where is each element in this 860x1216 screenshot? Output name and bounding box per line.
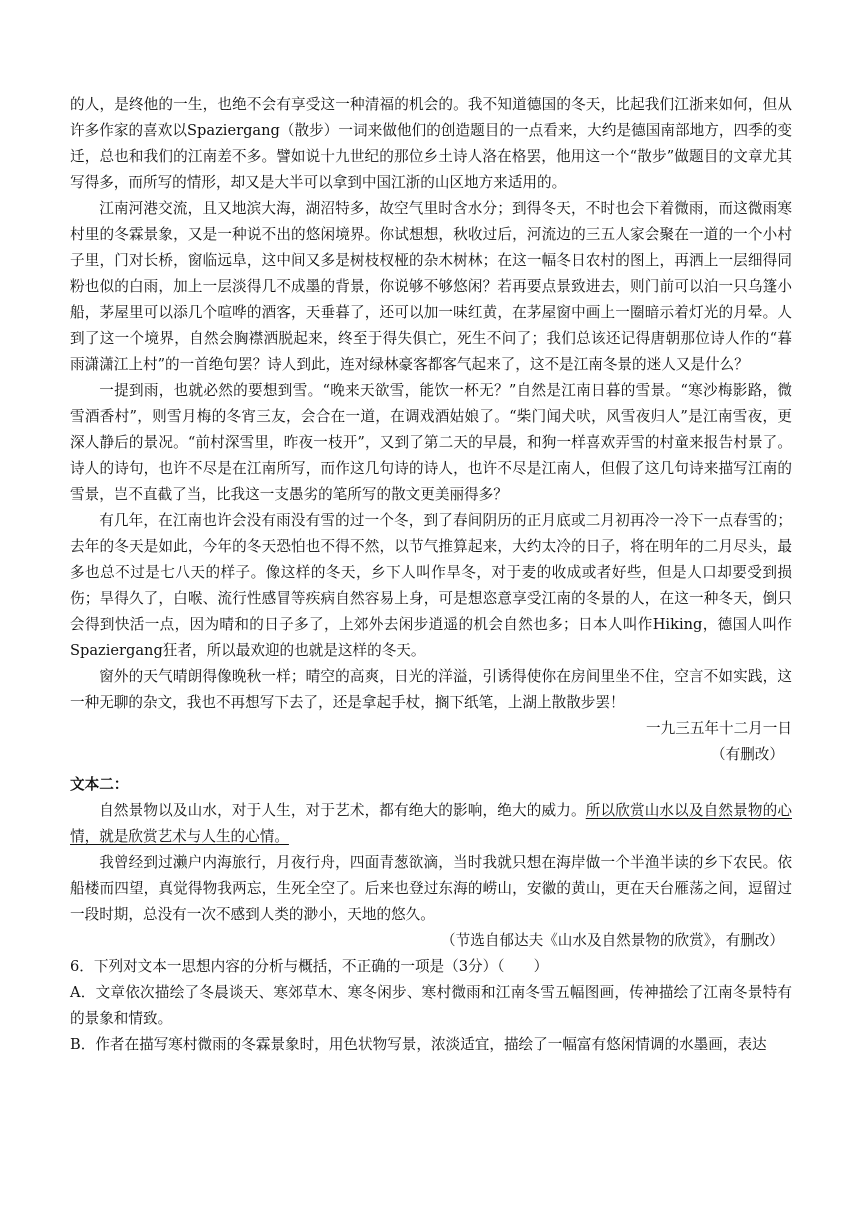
text2-paragraph-1: 我曾经到过濑户内海旅行，月夜行舟，四面青葱欲滴，当时我就只想在海岸做一个半渔半读的乡下农民。依船楼而四望，真觉得物我两忘，生死全空了。后来也登过东海的崂山，安徽的黄山，更在天台雁荡之间，逗留过一段时期，总没有一次不感到人类的渺小，天地的悠久。 — [70, 854, 792, 923]
text1-paragraph-1: 江南河港交流，且又地滨大海，湖沼特多，故空气里时含水分；到得冬天，不时也会下着微雨，而这微雨寒村里的冬霖景象，又是一种说不出的悠闲境界。你试想想，秋收过后，河流边的三五人家会聚在一道的一个小村子里，门对长桥，窗临远阜，这中间又多是树枝杈桠的杂木树林；在这一幅冬日农村的图上，再洒上一层细得同粉也似的白雨，加上一层淡得几不成墨的背景，你说够不够悠闲？若再要点景致进去，则门前可以泊一只乌篷小船，茅屋里可以添几个喧哗的酒客，天垂暮了，还可以加一味红黄，在茅屋窗中画上一圈暗示着灯光的月晕。人到了这一个境界，自然会胸襟洒脱起来，终至于得失俱亡，死生不问了；我们总该还记得唐朝那位诗人作的“暮雨潇潇江上村”的一首绝句罢？诗人到此，连对绿林豪客都客气起来了，这不是江南冬景的迷人又是什么？ — [70, 200, 792, 373]
question-option-b: B．作者在描写寒村微雨的冬霖景象时，用色状物写景，浓淡适宜，描绘了一幅富有悠闲情调的水墨画，表达 — [70, 1036, 767, 1053]
document-page — [70, 92, 792, 1058]
text2-paragraph-0-plain: 自然景物以及山水，对于人生，对于艺术，都有绝大的影响，绝大的威力。 — [99, 802, 586, 819]
text1-paragraph-2: 一提到雨，也就必然的要想到雪。“晚来天欲雪，能饮一杯无？”自然是江南日暮的雪景。“寒沙梅影路，微雪酒香村”，则雪月梅的冬宵三友，会合在一道，在调戏酒姑娘了。“柴门闻犬吠，风雪夜归人”是江南雪夜，更深人静后的景况。“前村深雪里，昨夜一枝开”，又到了第二天的早晨，和狗一样喜欢弄雪的村童来报告村景了。诗人的诗句，也许不尽是在江南所写，而作这几句诗的诗人，也许不尽是江南人，但假了这几句诗来描写江南的雪景，岂不直截了当，比我这一支愚劣的笔所写的散文更美丽得多？ — [70, 382, 792, 503]
text1-paragraph-0: 的人，是终他的一生，也绝不会有享受这一种清福的机会的。我不知道德国的冬天，比起我们江浙来如何，但从许多作家的喜欢以Spaziergang（散步）一词来做他们的创造题目的一点看来，大约是德国南部地方，四季的变迁，总也和我们的江南差不多。譬如说十九世纪的那位乡土诗人洛在格罢，他用这一个“散步”做题目的文章尤其写得多，而所写的情形，却又是大半可以拿到中国江浙的山区地方来适用的。 — [70, 96, 792, 191]
text2-source: （节选自郁达夫《山水及自然景物的欣赏》，有删改） — [441, 932, 784, 949]
question-stem: 6．下列对文本一思想内容的分析与概括，不正确的一项是（3分）（ ） — [70, 958, 549, 975]
text1-date: 一九三五年十二月一日 — [646, 720, 792, 737]
text1-paragraph-3: 有几年，在江南也许会没有雨没有雪的过一个冬，到了春间阴历的正月底或二月初再冷一冷下一点春雪的；去年的冬天是如此，今年的冬天恐怕也不得不然，以节气推算起来，大约太冷的日子，将在明年的二月尽头，最多也总不过是七八天的样子。像这样的冬天，乡下人叫作旱冬，对于麦的收成或者好些，但是人口却要受到损伤；旱得久了，白喉、流行性感冒等疾病自然容易上身，可是想恣意享受江南的冬景的人，在这一种冬天，倒只会得到快活一点，因为晴和的日子多了，上郊外去闲步逍遥的机会自然也多；日本人叫作Hiking，德国人叫作Spaziergang狂者，所以最欢迎的也就是这样的冬天。 — [70, 512, 792, 659]
text1-paragraph-4: 窗外的天气晴朗得像晚秋一样；晴空的高爽，日光的洋溢，引诱得使你在房间里坐不住，空言不如实践，这一种无聊的杂文，我也不再想写下去了，还是拿起手杖，搁下纸笔，上湖上散散步罢！ — [70, 668, 792, 711]
question-option-a: A．文章依次描绘了冬晨谈天、寒郊草木、寒冬闲步、寒村微雨和江南冬雪五幅图画，传神描绘了江南冬景特有的景象和情致。 — [70, 984, 792, 1027]
text2-paragraph-0-underlined: 所以欣赏山水以及自然景物的心情，就是欣赏艺术与人生的心情。 — [70, 802, 792, 845]
text2-heading: 文本二： — [70, 776, 129, 793]
text2-paragraph-0 — [70, 798, 792, 850]
text1-note: （有删改） — [711, 746, 784, 763]
